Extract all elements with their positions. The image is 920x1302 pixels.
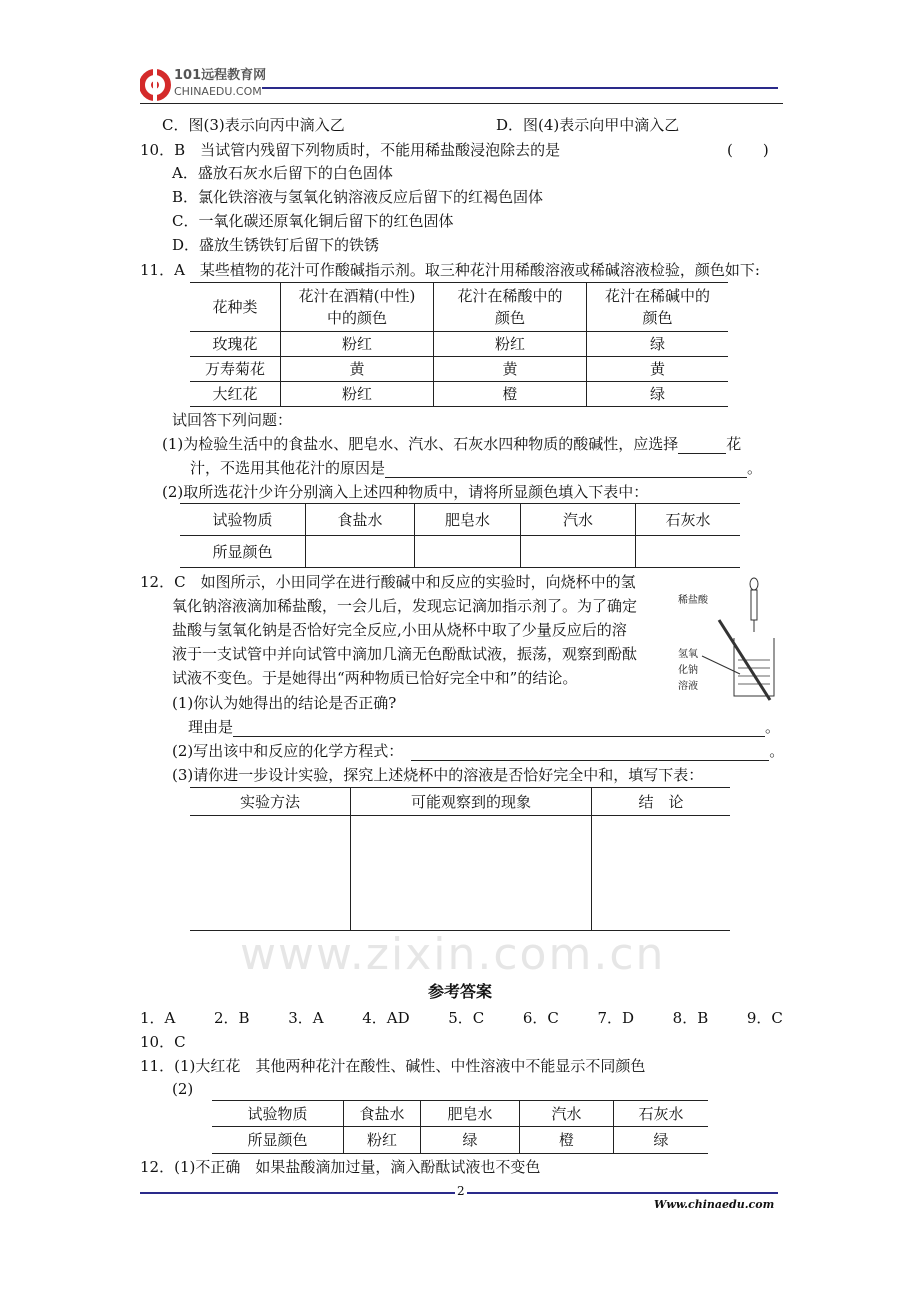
answer-10: 10．C [140,1033,186,1051]
q12-part3: (3)请你进一步设计实验，探究上述烧杯中的溶液是否恰好完全中和，填写下表： [172,766,704,784]
table-row: 万寿菊花 黄 黄 黄 [190,357,728,382]
table-row: 玫瑰花 粉红 粉红 绿 [190,332,728,357]
q12-reason: 理由是 。 [188,718,781,736]
answer-blank[interactable] [678,437,726,454]
answers-title: 参考答案 [427,982,492,1001]
q12-line: 氧化钠溶液滴加稀盐酸，一会儿后，发现忘记滴加指示剂了。为了确定 [172,597,638,615]
q11-part2: (2)取所选花汁少许分别滴入上述四种物质中，请将所显颜色填入下表中： [162,483,649,501]
header-divider [140,103,783,104]
watermark: www.zixin.com.cn [240,929,666,980]
header-cell: 花汁在稀酸中的 颜色 [434,283,587,332]
acid-label: 稀盐酸 [678,595,708,606]
mc-answers: 1．A 2．B 3．A 4．AD 5．C 6．C 7．D 8．B 9．C [140,1009,783,1027]
base-label-2: 化钠 [678,665,698,676]
q11-part1-line2: 汁，不选用其他花汁的原因是 。 [190,459,763,477]
footer-site: Www.chinaedu.com [654,1198,775,1211]
q10-stem: 10．B 当试管内残留下列物质时，不能用稀盐酸浸泡除去的是 [140,141,561,159]
q12-line: 12．C 如图所示，小田同学在进行酸碱中和反应的实验时，向烧杯中的氢 [140,573,636,591]
answer-12: 12．(1)不正确 如果盐酸滴加过量，滴入酚酞试液也不变色 [140,1158,541,1176]
base-label-1: 氢氧 [678,649,698,660]
q10-option-c: C．一氧化碳还原氧化铜后留下的红色固体 [172,212,454,230]
q11-part1: (1)为检验生活中的食盐水、肥皂水、汽水、石灰水四种物质的酸碱性，应选择 花 [162,435,742,453]
q12-line: 盐酸与氢氧化钠是否恰好完全反应,小田从烧杯中取了少量反应后的溶 [172,621,627,639]
q9-option-c: C．图(3)表示向丙中滴入乙 [162,116,345,134]
header-cell: 花汁在酒精(中性) 中的颜色 [281,283,434,332]
answer-color-table: 试验物质 食盐水 肥皂水 汽水 石灰水 所显颜色 粉红 绿 橙 绿 [212,1100,708,1154]
beaker-figure [672,576,784,704]
header-cell: 花种类 [190,283,281,332]
header-rule [262,87,778,89]
color-fill-table: 试验物质 食盐水 肥皂水 汽水 石灰水 所显颜色 [180,503,740,568]
answer-blank[interactable] [385,461,747,478]
answer-blank[interactable] [233,720,765,737]
page-number: 2 [457,1184,465,1198]
logo [140,68,267,106]
q12-part1: (1)你认为她得出的结论是否正确? [172,694,397,712]
experiment-table: 实验方法 可能观察到的现象 结 论 [190,787,730,931]
q12-line: 试液不变色。于是她得出“两种物质已恰好完全中和”的结论。 [172,669,578,687]
q9-option-d: D．图(4)表示向甲中滴入乙 [496,116,680,134]
answer-11-part2: (2) [172,1080,194,1098]
logo-cn: 101远程教育网 [174,68,267,83]
table-row: 大红花 粉红 橙 绿 [190,382,728,407]
base-label-3: 溶液 [678,681,698,692]
answer-blank[interactable] [411,744,769,761]
logo-en: CHINAEDU.COM [174,85,262,98]
q10-paren: ( ) [727,141,769,159]
q12-line: 液于一支试管中并向试管中滴加几滴无色酚酞试液，振荡，观察到酚酞 [172,645,638,663]
q12-part2: (2)写出该中和反应的化学方程式： 。 [172,742,785,760]
flower-table [190,282,728,407]
q11-ask: 试回答下列问题： [172,411,293,429]
q10-option-b: B．氯化铁溶液与氢氧化钠溶液反应后留下的红褐色固体 [172,188,544,206]
header-cell: 花汁在稀碱中的 颜色 [587,283,729,332]
q11-stem: 11．A 某些植物的花汁可作酸碱指示剂。取三种花汁用稀酸溶液或稀碱溶液检验，颜色如下: [140,261,760,279]
answer-11: 11．(1)大红花 其他两种花汁在酸性、碱性、中性溶液中不能显示不同颜色 [140,1057,646,1075]
q10-option-a: A．盛放石灰水后留下的白色固体 [172,164,393,182]
q10-option-d: D．盛放生锈铁钉后留下的铁锈 [172,236,380,254]
